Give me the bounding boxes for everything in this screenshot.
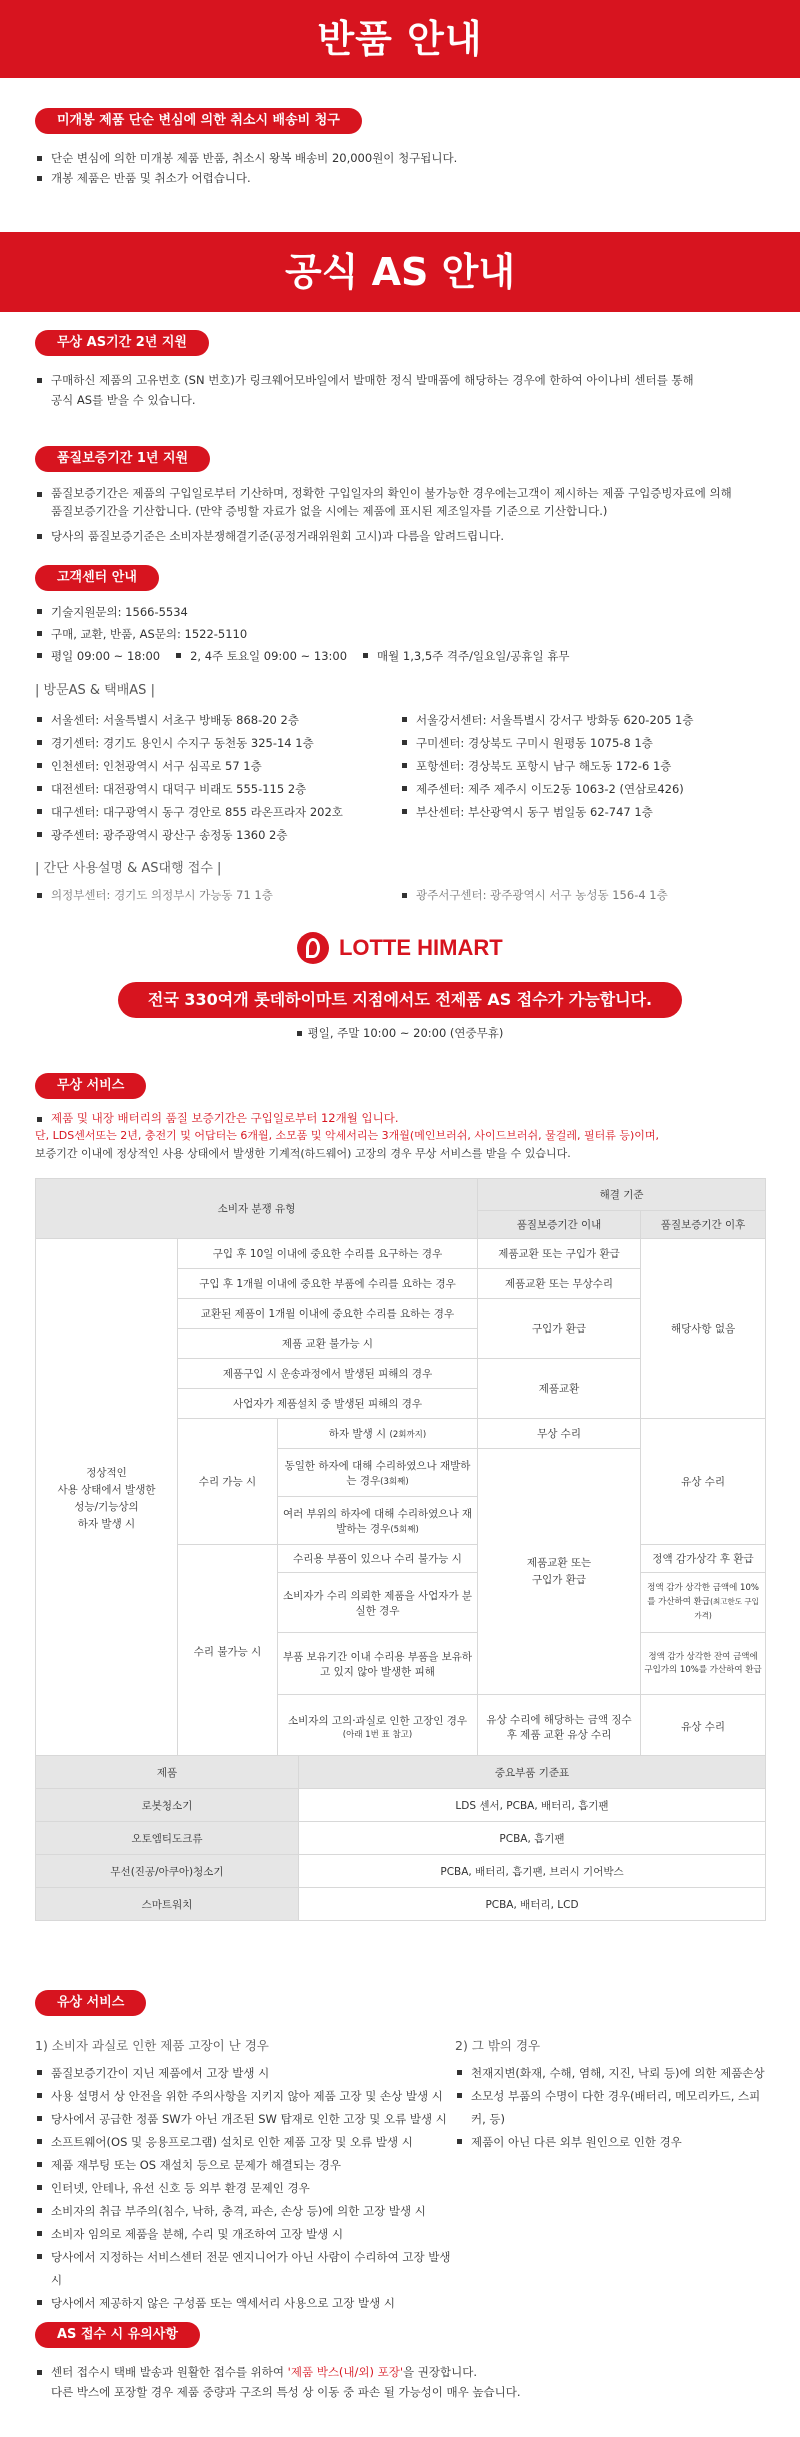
as-title: 공식 AS 안내 xyxy=(284,250,516,294)
himart-hours: 평일, 주말 10:00 ~ 20:00 (연중무휴) xyxy=(307,1026,504,1040)
cs-hours1: 평일 09:00 ~ 18:00 xyxy=(35,645,160,667)
paid-right-item: 소모성 부품의 수명이 다한 경우(배터리, 메모리카드, 스피커, 등) xyxy=(455,2085,765,2131)
visit-center: 부산센터: 부산광역시 동구 범일동 62-747 1층 xyxy=(400,801,765,824)
paid-left-item: 당사에서 지정하는 서비스센터 전문 엔지니어가 아닌 사람이 수리하여 고장 발생 시 xyxy=(35,2246,455,2292)
parts-product: 로봇청소기 xyxy=(36,1789,299,1822)
paid-cell: 유상 수리 xyxy=(641,1419,766,1545)
himart-hours-row xyxy=(0,1025,800,1041)
warranty-section xyxy=(35,446,765,546)
free-period-pill: 무상 AS기간 2년 지원 xyxy=(35,330,209,356)
himart-logo-text: LOTTE HIMART xyxy=(338,935,503,960)
return-pill: 미개봉 제품 단순 변심에 의한 취소시 배송비 청구 xyxy=(35,108,362,134)
row-label xyxy=(278,1695,478,1759)
paid-service-pill: 유상 서비스 xyxy=(35,1990,146,2016)
caution-section xyxy=(35,2322,765,2402)
th-type: 소비자 분쟁 유형 xyxy=(36,1179,478,1239)
paid-service-section xyxy=(35,1990,765,2315)
visit-head: | 방문AS & 택배AS | xyxy=(35,683,155,698)
row-label: 제품구입 시 운송과정에서 발생된 피해의 경우 xyxy=(178,1359,478,1389)
row-after: 정액 감가 상각한 잔여 금액에 구입가의 10%를 가산하여 환급 xyxy=(641,1633,766,1695)
row-value: 유상 수리에 해당하는 금액 징수 후 제품 교환 유상 수리 xyxy=(478,1695,641,1759)
warranty-text1b: 품질보증기간을 기산합니다. (만약 증빙할 자료가 없을 시에는 제품에 표시된 제조일자를 기준으로 기산합니다.) xyxy=(51,504,608,518)
return-section xyxy=(35,108,765,188)
paid-left-item: 소비자의 취급 부주의(침수, 낙하, 충격, 파손, 손상 등)에 의한 고장 발생 시 xyxy=(35,2200,455,2223)
free-period-section xyxy=(35,330,765,410)
himart-pill: 전국 330여개 롯데하이마트 지점에서도 전제품 AS 접수가 가능합니다. xyxy=(118,982,682,1018)
paid-left-item: 인터넷, 안테나, 유선 신호 등 외부 환경 문제인 경우 xyxy=(35,2177,455,2200)
as-banner xyxy=(0,232,800,312)
row-label: 구입 후 1개월 이내에 중요한 부품에 수리를 요하는 경우 xyxy=(178,1269,478,1299)
return-item: 단순 변심에 의한 미개봉 제품 반품, 취소시 왕복 배송비 20,000원이 청구됩니다. xyxy=(35,148,765,168)
cs-hours3: 매월 1,3,5주 격주/일요일/공휴일 휴무 xyxy=(361,645,569,667)
rn4-sub: (아래 1번 표 참고) xyxy=(342,1730,413,1740)
rn2a-text: 정액 감가 상각한 금액에 10%를 가산하여 환급 xyxy=(647,1583,759,1607)
rp3-sub: (5회째) xyxy=(390,1524,419,1535)
free-line2: 단, LDS센서또는 2년, 충전기 및 어답터는 6개월, 소모품 및 악세서리는 3개월(메인브러쉬, 사이드브러쉬, 물걸레, 필터류 등)이며, xyxy=(35,1129,660,1142)
th-within: 품질보증기간 이내 xyxy=(478,1211,641,1239)
paid-right-item: 제품이 아닌 다른 외부 원인으로 인한 경우 xyxy=(455,2131,765,2154)
visit-center: 서울센터: 서울특별시 서초구 방배동 868-20 2층 xyxy=(35,709,400,732)
paid-left-item: 당사에서 제공하지 않은 구성품 또는 액세서리 사용으로 고장 발생 시 xyxy=(35,2292,455,2315)
normal-cell: 정상적인 사용 상태에서 발생한 성능/기능상의 하자 발생 시 xyxy=(36,1239,178,1759)
visit-center: 광주센터: 광주광역시 광산구 송정동 1360 2층 xyxy=(35,824,400,847)
parts-list: PCBA, 배터리, 흡기팬, 브러시 기어박스 xyxy=(299,1855,766,1888)
rp1-label: 하자 발생 시 xyxy=(328,1428,387,1440)
row-label: 교환된 제품이 1개월 이내에 중요한 수리를 요하는 경우 xyxy=(178,1299,478,1329)
free-period-text: 구매하신 제품의 고유번호 (SN 번호)가 링크웨어모바일에서 발매한 정식 발매품에 해당하는 경우에 한하여 아이나비 센터를 통해 xyxy=(35,370,765,390)
row-label: 구입 후 10일 이내에 중요한 수리를 요구하는 경우 xyxy=(178,1239,478,1269)
paid-left-head: 1) 소비자 과실로 인한 제품 고장이 난 경우 xyxy=(35,2038,269,2053)
repair-ok: 수리 가능 시 xyxy=(178,1419,278,1545)
parts-table-wrap xyxy=(35,1755,765,1921)
row-after xyxy=(641,1573,766,1633)
dispute-table xyxy=(35,1178,766,1759)
row-value: 제품교환 또는 구입가 환급 xyxy=(478,1449,641,1695)
warranty-text2: 당사의 품질보증기준은 소비자분쟁해결기준(공정거래위원회 고시)과 다름을 알려드립니다. xyxy=(35,526,765,546)
th-resolve: 해결 기준 xyxy=(478,1179,766,1211)
simple-head: | 간단 사용설명 & AS대행 접수 | xyxy=(35,861,222,876)
himart-logo xyxy=(0,932,800,964)
paid-left-item: 당사에서 공급한 정품 SW가 아닌 개조된 SW 탑재로 인한 고장 및 오류 발생 시 xyxy=(35,2108,455,2131)
himart-banner xyxy=(0,982,800,1018)
warranty-text1: 품질보증기간은 제품의 구입일로부터 기산하며, 정확한 구입일자의 확인이 불가능한 경우에는고객이 제시하는 제품 구입증빙자료에 의해 xyxy=(35,484,765,502)
cs-pill: 고객센터 안내 xyxy=(35,565,159,591)
visit-center: 대전센터: 대전광역시 대덕구 비래도 555-115 2층 xyxy=(35,778,400,801)
th-after: 품질보증기간 이후 xyxy=(641,1211,766,1239)
row-label xyxy=(278,1497,478,1545)
row-value: 무상 수리 xyxy=(478,1419,641,1449)
parts-list: PCBA, 흡기팬 xyxy=(299,1822,766,1855)
free-line3: 보증기간 이내에 정상적인 사용 상태에서 발생한 기계적(하드웨어) 고장의 경우 무상 서비스를 받을 수 있습니다. xyxy=(35,1147,571,1160)
simple-center: 광주서구센터: 광주광역시 서구 농성동 156-4 1층 xyxy=(400,885,765,905)
row-after: 정액 감가상각 후 환급 xyxy=(641,1545,766,1573)
paid-left-item: 소프트웨어(OS 및 응용프로그램) 설치로 인한 제품 고장 및 오류 발생 시 xyxy=(35,2131,455,2154)
himart-logo-icon xyxy=(297,932,329,964)
visit-center: 포항센터: 경상북도 포항시 남구 해도동 172-6 1층 xyxy=(400,755,765,778)
free-service-section xyxy=(35,1073,765,1163)
cs-section xyxy=(35,565,765,905)
rp3-label: 여러 부위의 하자에 대해 수리하였으나 재발하는 경우 xyxy=(282,1507,473,1535)
row-label: 사업자가 제품설치 중 발생된 피해의 경우 xyxy=(178,1389,478,1419)
free-period-text2: 공식 AS를 받을 수 있습니다. xyxy=(51,393,196,407)
simple-center: 의정부센터: 경기도 의정부시 가능동 71 1층 xyxy=(35,885,400,905)
cs-buy: 구매, 교환, 반품, AS문의: 1522-5110 xyxy=(35,623,765,645)
parts-table xyxy=(35,1755,766,1921)
return-title: 반품 안내 xyxy=(317,17,483,61)
row-label: 수리용 부품이 있으나 수리 불가능 시 xyxy=(278,1545,478,1573)
rp1-sub: (2회까지) xyxy=(389,1430,427,1440)
rp2-label: 동일한 하자에 대해 수리하였으나 재발하는 경우 xyxy=(284,1459,471,1487)
visit-center: 인천센터: 인천광역시 서구 심곡로 57 1층 xyxy=(35,755,400,778)
caution-line2: 다른 박스에 포장할 경우 제품 중량과 구조의 특성 상 이동 중 파손 될 가능성이 매우 높습니다. xyxy=(51,2385,521,2399)
row-value: 제품교환 xyxy=(478,1359,641,1419)
cs-tech: 기술지원문의: 1566-5534 xyxy=(35,601,765,623)
warranty-pill: 품질보증기간 1년 지원 xyxy=(35,446,210,472)
repair-no: 수리 불가능 시 xyxy=(178,1545,278,1759)
row-label: 부품 보유기간 이내 수리용 부품을 보유하고 있지 않아 발생한 피해 xyxy=(278,1633,478,1695)
cs-hours2: 2, 4주 토요일 09:00 ~ 13:00 xyxy=(174,645,347,667)
paid-right-head: 2) 그 밖의 경우 xyxy=(455,2038,541,2053)
visit-center: 서울강서센터: 서울특별시 강서구 방화동 620-205 1층 xyxy=(400,709,765,732)
row-label: 소비자가 수리 의뢰한 제품을 사업자가 분실한 경우 xyxy=(278,1573,478,1633)
parts-product: 오토엠티도크류 xyxy=(36,1822,299,1855)
visit-center: 구미센터: 경상북도 구미시 원평동 1075-8 1층 xyxy=(400,732,765,755)
free-line1: 제품 및 내장 배터리의 품질 보증기간은 구입일로부터 12개월 입니다. xyxy=(35,1109,765,1127)
row-value: 제품교환 또는 구입가 환급 xyxy=(478,1239,641,1269)
caution-line1 xyxy=(35,2362,765,2382)
paid-left-item: 제품 재부팅 또는 OS 재설치 등으로 문제가 해결되는 경우 xyxy=(35,2154,455,2177)
parts-product: 스마트워치 xyxy=(36,1888,299,1921)
th-parts: 중요부품 기준표 xyxy=(299,1756,766,1789)
caution-pill: AS 접수 시 유의사항 xyxy=(35,2322,200,2348)
visit-center: 제주센터: 제주 제주시 이도2동 1063-2 (연삼로426) xyxy=(400,778,765,801)
free-service-pill: 무상 서비스 xyxy=(35,1073,146,1099)
after-none: 해당사항 없음 xyxy=(641,1239,766,1419)
row-after: 유상 수리 xyxy=(641,1695,766,1759)
caution-line1r: '제품 박스(내/외) 포장' xyxy=(287,2365,404,2379)
row-value: 구입가 환급 xyxy=(478,1299,641,1359)
rn4-label: 소비자의 고의·과실로 인한 고장인 경우 xyxy=(288,1715,467,1727)
caution-line1b: 을 권장합니다. xyxy=(403,2365,477,2379)
row-label xyxy=(278,1449,478,1497)
paid-left-item: 소비자 임의로 제품을 분해, 수리 및 개조하여 고장 발생 시 xyxy=(35,2223,455,2246)
return-item: 개봉 제품은 반품 및 취소가 어렵습니다. xyxy=(35,168,765,188)
rp2-sub: (3회째) xyxy=(380,1476,409,1487)
caution-line1a: 센터 접수시 택배 발송과 원활한 접수를 위하여 xyxy=(51,2365,288,2379)
row-label: 제품 교환 불가능 시 xyxy=(178,1329,478,1359)
parts-product: 무선(진공/아쿠아)청소기 xyxy=(36,1855,299,1888)
parts-list: PCBA, 배터리, LCD xyxy=(299,1888,766,1921)
rn2a-sub: (최고한도 구입가격) xyxy=(694,1597,759,1620)
paid-left-item: 사용 설명서 상 안전을 위한 주의사항을 지키지 않아 제품 고장 및 손상 발생 시 xyxy=(35,2085,455,2108)
dispute-table-wrap xyxy=(35,1178,765,1759)
row-label xyxy=(278,1419,478,1449)
paid-right-item: 천재지변(화재, 수해, 염해, 지진, 낙뢰 등)에 의한 제품손상 xyxy=(455,2062,765,2085)
parts-list: LDS 센서, PCBA, 배터리, 흡기팬 xyxy=(299,1789,766,1822)
visit-center: 경기센터: 경기도 용인시 수지구 동천동 325-14 1층 xyxy=(35,732,400,755)
row-value: 제품교환 또는 무상수리 xyxy=(478,1269,641,1299)
paid-left-item: 품질보증기간이 지닌 제품에서 고장 발생 시 xyxy=(35,2062,455,2085)
visit-center: 대구센터: 대구광역시 동구 경안로 855 라온프라자 202호 xyxy=(35,801,400,824)
th-product: 제품 xyxy=(36,1756,299,1789)
return-banner xyxy=(0,0,800,78)
